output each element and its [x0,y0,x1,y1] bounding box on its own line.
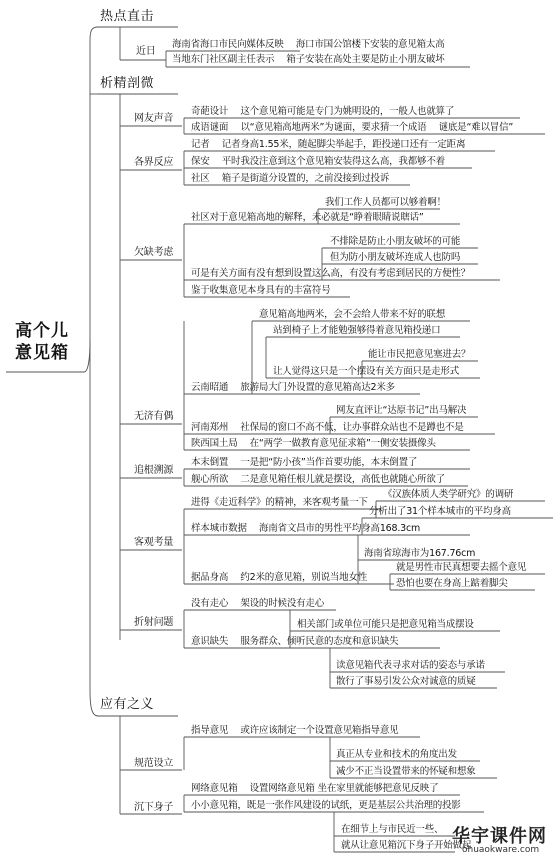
node-text: 小小意见箱，既是一张作风建设的试纸，更是基层公共治理的投影 [191,800,461,811]
node-text: 保安 平时我没注意到这个意见箱安装得这么高，我都够不着 [191,156,445,167]
node-text: 相关部门或单位可能只是把意见箱当成摆设 [297,619,474,630]
node-text: 意见箱高地两米，会不会给人带来不好的联想 [259,309,446,320]
node-text: 本末倒置 一是把“防小孩”当作首要功能，本末倒置了 [191,457,418,468]
node-text: 鉴于收集意见本身具有的丰富符号 [191,285,331,296]
subtopic-norm: 规范设立 [134,758,174,769]
node-text: 成语谜面 以“意见箱高地两米”为谜面，要求猜一个成语 谜底是“难以冒信” [191,122,514,133]
subtopic-lack: 欠缺考虑 [134,247,174,258]
subtopic-trace: 追根溯源 [134,465,174,476]
subtopic-all-parties: 各界反应 [134,157,174,168]
section-title-hotspot: 热点直击 [100,9,155,24]
node-text: 但为防小朋友破坏连成人也防吗 [330,252,461,263]
node-text: 当地东门社区副主任表示 箱子安装在高处主要是防止小朋友破坏 [172,54,445,65]
section-title-analysis: 析精剖微 [100,76,155,91]
node-text: 意识缺失 服务群众、倾听民意的态度和意识缺失 [191,636,399,647]
node-text: 站到椅子上才能勉强够得着意见箱投递口 [273,325,441,336]
subtopic-not-alone: 无济有偶 [134,411,174,422]
node-text: 进得《走近科学》的精神，来客观考量一下 [191,497,368,508]
node-text: 让人觉得这只是一个摆设有关方面只是走形式 [273,366,460,377]
node-text: 记者 记者身高1.55米，随起脚尖举起手，距投递口还有一定距离 [191,139,466,150]
node-text: 我们工作人员都可以够着啊！ [325,197,446,208]
node-recent: 近日 [136,46,156,57]
node-text: 读意见箱代表寻求对话的姿态与承诺 [336,660,485,671]
subtopic-down: 沉下身子 [134,802,174,813]
node-text: 能让市民把意见塞进去？ [368,349,471,360]
subtopic-reflect: 折射问题 [134,617,174,628]
node-text: 《汉族体质人类学研究》的调研 [383,489,514,500]
node-text: 样本城市数据 海南省文昌市的男性平均身高168.3cm [191,523,421,534]
node-text: 不排除是防止小朋友破坏的可能 [330,236,461,247]
trunk-line [90,340,98,716]
node-text: 网友直评让“达原书记”出马解决 [336,405,467,416]
node-text: 海南省琼海市为167.76cm [364,548,476,559]
node-text: 真正从专业和技术的角度出发 [336,749,457,760]
node-text: 云南昭通 旅游局大门外设置的意见箱高达2米多 [191,382,395,393]
watermark-url: ohuaokware.com [462,845,540,855]
node-text: 散行了事易引发公众对诚意的质疑 [336,676,476,687]
subtopic-objective: 客观考量 [134,537,174,548]
node-text: 奇葩设计 这个意见箱可能是专门为姚明设的，一般人也就算了 [191,106,455,117]
node-text: 可是有关方面有没有想到设置这么高，有没有考虑到居民的方便性？ [191,268,471,279]
node-text: 陕西国土局 在“两学一做教育意见征求箱”一侧安装摄像头 [191,438,436,449]
node-text: 就从让意见箱沉下身子开始做起 [341,840,472,851]
node-text: 河南郑州 社保局的窗口不高不低，让办事群众站也不是蹲也不是 [191,422,464,433]
node-text: 舰心所欲 二是意见箱任根儿就是摆设，高低也就随心所欲了 [191,474,445,485]
subtopic-netizen: 网友声音 [134,113,174,124]
watermark-brand: 华宇课件网 [452,826,547,847]
node-text: 就是男性市民真想要去摇个意见 [396,562,527,573]
node-text: 指导意见 或许应该制定一个设置意见箱指导意见 [191,725,399,736]
node-text: 没有走心 架设的时候没有走心 [191,598,325,609]
trunk-line [84,27,98,372]
node-text: 分析出了31个样本城市的平均身高 [369,506,511,517]
root-topic: 高个儿 意见箱 [15,321,69,363]
node-text: 在细节上与市民近一些、 [341,824,444,835]
node-text: 社区 箱子是街道分设置的，之前没接到过投诉 [191,173,390,184]
node-text: 社区对于意见箱高地的解释，未必就是“睁着眼睛说瞎话” [191,212,424,223]
node-text: 网络意见箱 设置网络意见箱 坐在家里就能够把意见反映了 [191,783,439,794]
section-title-should: 应有之义 [100,697,155,712]
node-text: 据品身高 约2米的意见箱，别说当地女性 [191,572,368,583]
node-text: 海南省海口市民向媒体反映 海口市国公馆楼下安装的意见箱太高 [172,39,445,50]
node-text: 减少不正当设置带来的怀疑和想象 [336,766,476,777]
node-text: 恐怕也要在身高上踮着脚尖 [396,578,508,589]
